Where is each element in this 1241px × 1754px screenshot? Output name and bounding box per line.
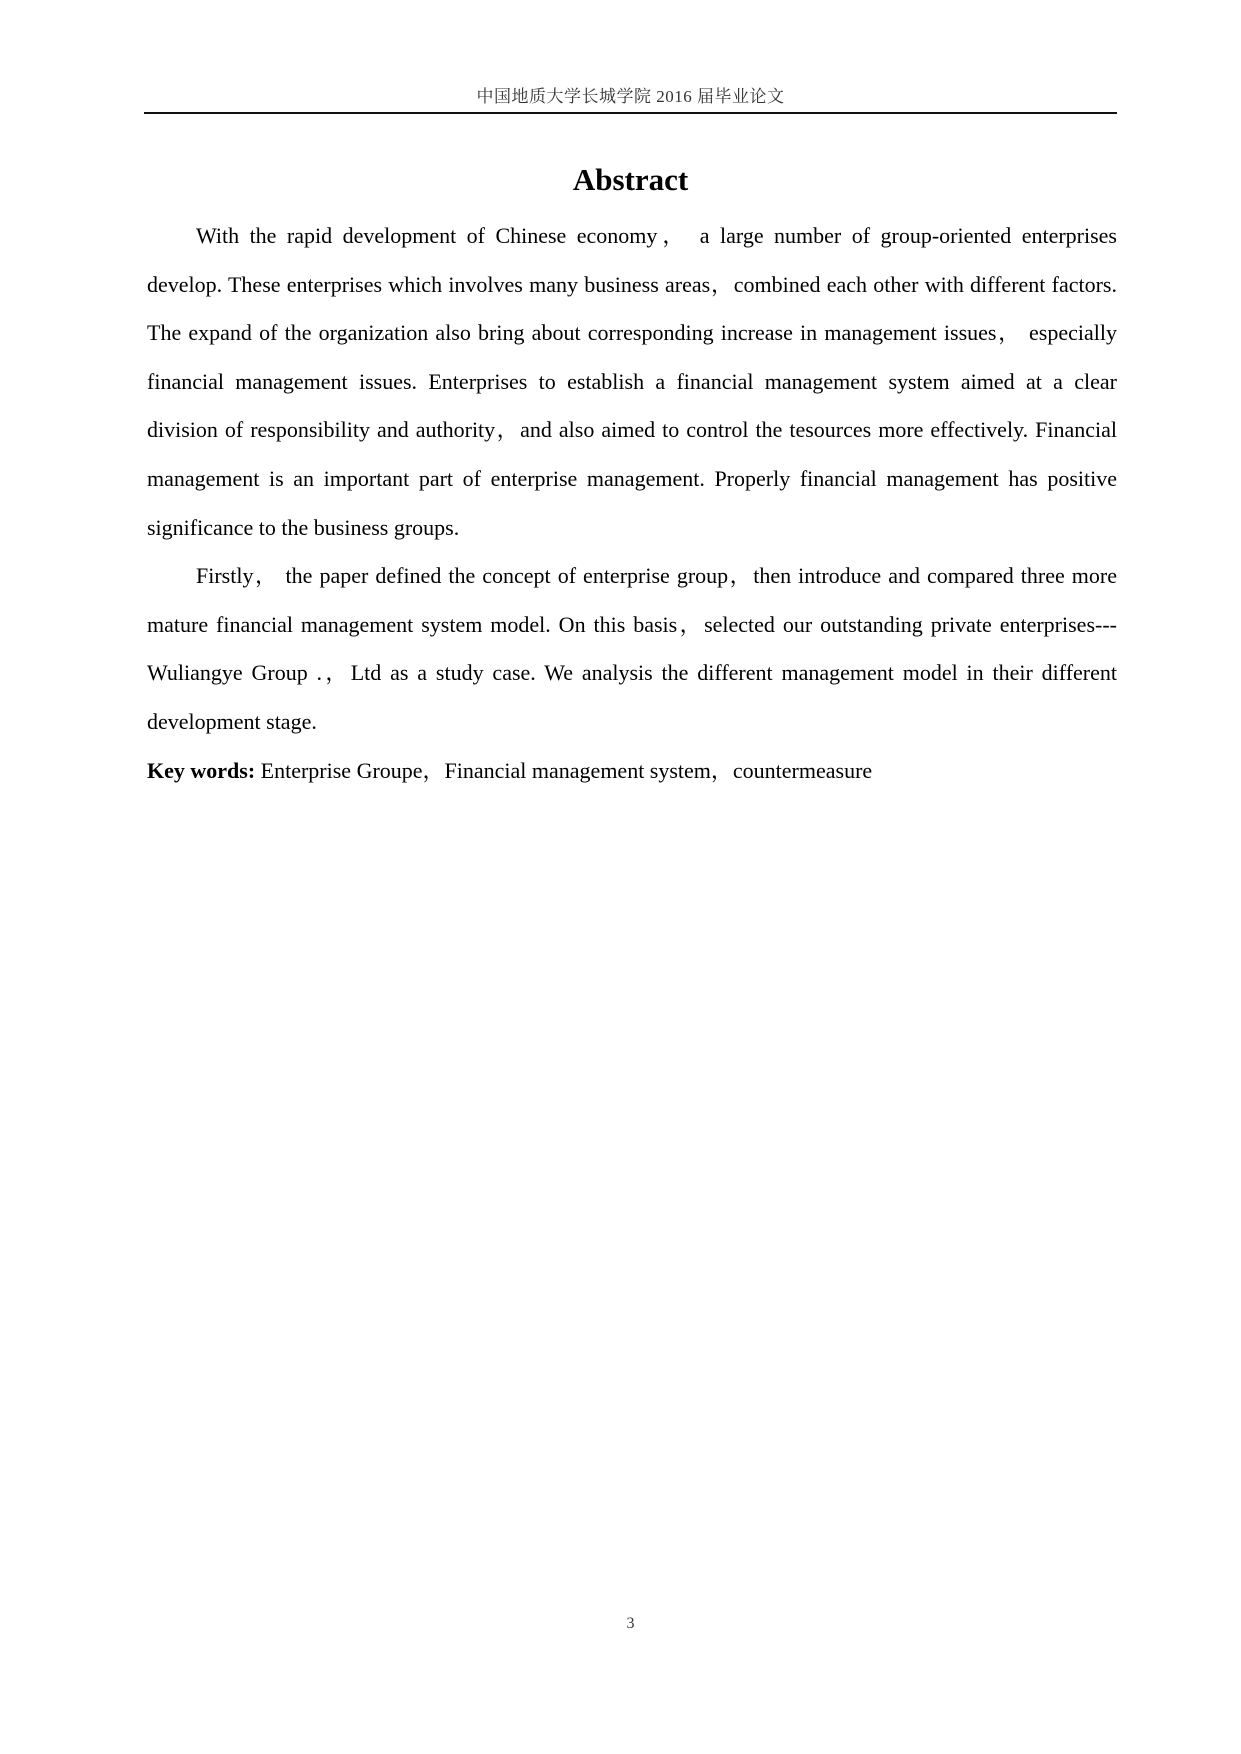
keywords-label: Key words: [147, 757, 256, 783]
page-number: 3 [626, 1615, 635, 1632]
abstract-paragraph-1: With the rapid development of Chinese economy， a large number of group-oriented enterprises develop. These enterprises which involves many business areas，combined each other with different factors. The expand of the organization also bring about corresponding increase in management issues， especially financial management issues. Enterprises to establish a financial management system aimed at a clear division of responsibility and authority，and also aimed to control the tesources more effectively. Financial management is an important part of enterprise management. Properly financial management has positive significance to the business groups. [147, 223, 1117, 540]
keywords-line [147, 747, 1117, 796]
keywords-text: Enterprise Groupe，Financial management system，countermeasure [255, 757, 873, 783]
abstract-title: Abstract [572, 162, 689, 197]
abstract-paragraph-2: Firstly， the paper defined the concept of enterprise group，then introduce and compared three more mature financial management system model. On this basis，selected our outstanding private enterprises---Wuliangye Group .，Ltd as a study case. We analysis the different management model in their different development stage. [147, 563, 1117, 734]
header-divider [144, 112, 1117, 114]
running-header: 中国地质大学长城学院 2016 届毕业论文 [476, 87, 785, 106]
abstract-body [147, 212, 1117, 795]
